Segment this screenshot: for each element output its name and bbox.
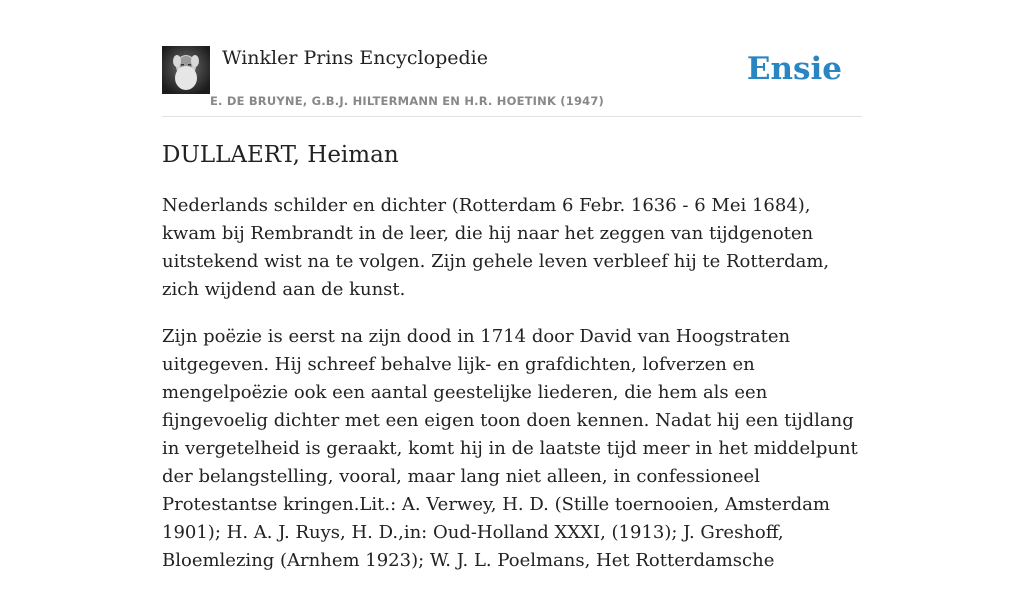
brand-logo[interactable]: Ensie — [746, 51, 842, 87]
avatar[interactable] — [162, 46, 210, 94]
authors-line: E. DE BRUYNE, G.B.J. HILTERMANN EN H.R. HOETINK (1947) — [210, 94, 605, 108]
portrait-photo-icon — [162, 46, 210, 94]
entry-body — [162, 192, 862, 594]
paragraph: Nederlands schilder en dichter (Rotterdam 6 Febr. 1636 - 6 Mei 1684), kwam bij Rembrandt in de leer, die hij naar het zeggen van tijdgenoten uitstekend wist na te volgen. Zijn gehele leven verbleef hij te Rotterdam, zich wijdend aan de kunst. — [162, 195, 830, 300]
site-title[interactable]: Winkler Prins Encyclopedie — [222, 47, 488, 69]
site-header — [162, 0, 862, 117]
paragraph: Zijn poëzie is eerst na zijn dood in 1714 door David van Hoogstraten uitgegeven. Hij schreef behalve lijk- en grafdichten, lofverzen en mengelpoëzie ook een aantal geestelijke liederen, die hem als een fijngevoelig dichter met een eigen toon doen kennen. Nadat hij een tijdlang in vergetelheid is geraakt, komt hij in de laatste tijd meer in het middelpunt der belangstelling, vooral, maar lang niet alleen, in confessioneel Protestantse kringen.Lit.: A. Verwey, H. D. (Stille toernooien, Amsterdam 1901); H. A. J. Ruys, H. D.,in: Oud-Holland XXXI, (1913); J. Greshoff, Bloemlezing (Arnhem 1923); W. J. L. Poelmans, Het Rotterdamsche — [162, 326, 858, 571]
page-title: DULLAERT, Heiman — [162, 142, 399, 168]
page — [162, 0, 862, 571]
